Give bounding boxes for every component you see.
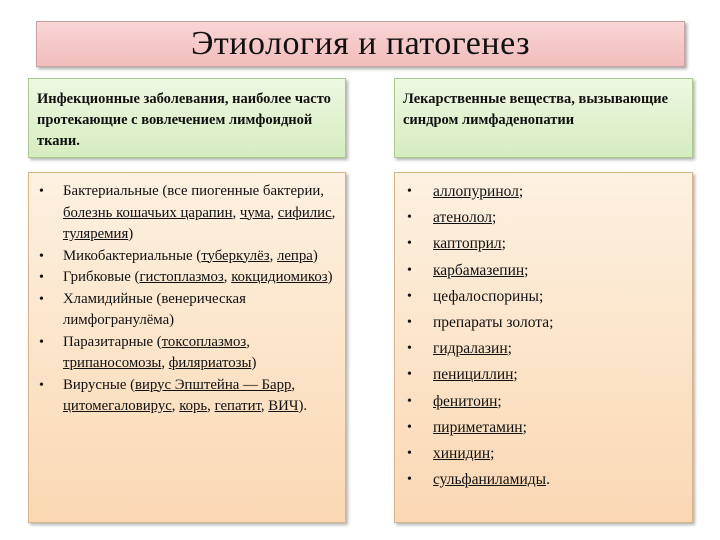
item-text: , xyxy=(171,398,180,414)
term-link[interactable]: атенолол xyxy=(433,209,492,227)
term-link[interactable]: трипаносомозы xyxy=(63,355,162,371)
drug-list-item xyxy=(405,467,686,493)
item-text: ) xyxy=(251,355,257,371)
item-text: , xyxy=(269,247,277,264)
term-link[interactable]: филяриатозы xyxy=(168,355,252,371)
drug-list-item xyxy=(405,362,686,388)
term-link[interactable]: туляремия xyxy=(63,226,129,242)
drug-list-item xyxy=(405,389,686,415)
infections-header xyxy=(28,78,346,158)
drug-list-item xyxy=(405,179,686,205)
bullet-icon: • xyxy=(407,288,412,304)
infection-list-item xyxy=(37,375,337,418)
item-text: , xyxy=(270,204,278,221)
item-text: , xyxy=(260,398,269,414)
drugs-header-text: Лекарственные вещества, вызывающие синдром лимфаденопатии xyxy=(403,91,669,128)
bullet-icon: • xyxy=(407,341,412,357)
infections-list-box xyxy=(28,172,346,523)
term-link[interactable]: лепра xyxy=(276,247,313,264)
drug-list-item xyxy=(405,415,686,441)
bullet-icon: • xyxy=(407,210,412,226)
bullet-icon: • xyxy=(39,248,44,264)
term-link[interactable]: ВИЧ xyxy=(268,398,299,414)
bullet-icon: • xyxy=(39,270,44,285)
item-text: ; xyxy=(501,235,506,253)
bullet-icon: • xyxy=(407,472,412,488)
term-link[interactable]: сульфаниламиды xyxy=(433,471,547,489)
item-text: ; xyxy=(522,418,527,436)
bullet-icon: • xyxy=(407,419,412,435)
infections-header-text: Инфекционные заболевания, наиболее часто протекающие с вовлечением лимфоидной ткани. xyxy=(37,91,331,149)
bullet-icon: • xyxy=(407,367,412,383)
drugs-list xyxy=(395,173,692,493)
item-text: Паразитарные ( xyxy=(63,333,162,350)
infection-list-item xyxy=(37,289,337,332)
bullet-icon: • xyxy=(407,236,412,252)
item-text: , xyxy=(223,269,232,285)
term-link[interactable]: сифилис xyxy=(277,204,332,221)
item-text: , xyxy=(207,398,215,414)
item-text: ; xyxy=(524,261,529,279)
item-text: ; xyxy=(497,392,502,410)
infection-list-item xyxy=(37,246,337,268)
term-link[interactable]: цитомегаловирус xyxy=(63,398,172,414)
bullet-icon: • xyxy=(39,184,44,199)
drug-list-item xyxy=(405,205,686,231)
term-link[interactable]: токсоплазмоз xyxy=(161,333,247,350)
term-link[interactable]: карбамазепин xyxy=(433,261,525,279)
term-link[interactable]: аллопуринол xyxy=(433,183,519,200)
term-link[interactable]: каптоприл xyxy=(433,235,502,253)
slide-title xyxy=(36,21,685,67)
item-text: препараты золота; xyxy=(433,314,554,332)
drugs-header xyxy=(394,78,693,158)
item-text: , xyxy=(161,355,169,371)
drug-list-item xyxy=(405,231,686,257)
item-text: ). xyxy=(298,398,308,414)
item-text: ) xyxy=(128,226,134,242)
bullet-icon: • xyxy=(407,184,412,199)
drug-list-item xyxy=(405,441,686,467)
infections-list xyxy=(29,173,345,418)
term-link[interactable]: гидралазин xyxy=(433,340,508,358)
term-link[interactable]: кокцидиомикоз xyxy=(231,269,328,285)
bullet-icon: • xyxy=(39,377,44,393)
bullet-icon: • xyxy=(407,446,412,462)
term-link[interactable]: болезнь кошачьих царапин xyxy=(63,204,233,221)
item-text: , xyxy=(232,204,240,221)
item-text: Грибковые ( xyxy=(63,269,140,285)
item-text: цефалоспорины; xyxy=(433,287,544,305)
bullet-icon: • xyxy=(407,315,412,331)
item-text: ) xyxy=(327,269,333,285)
item-text: , xyxy=(246,333,250,350)
infection-list-item xyxy=(37,181,337,246)
drugs-list-box xyxy=(394,172,693,523)
bullet-icon: • xyxy=(407,262,412,278)
item-text: ; xyxy=(490,445,495,463)
drug-list-item xyxy=(405,284,686,310)
item-text: Микобактериальные ( xyxy=(63,247,202,264)
bullet-icon: • xyxy=(39,334,44,350)
term-link[interactable]: вирус Эпштейна — Барр xyxy=(135,376,292,393)
item-text: ; xyxy=(518,183,524,200)
infection-list-item xyxy=(37,267,337,289)
drug-list-item xyxy=(405,336,686,362)
item-text: Хламидийные (венерическая лимфогранулёма) xyxy=(63,290,246,328)
item-text: Бактериальные (все пиогенные бактерии, xyxy=(63,183,324,199)
term-link[interactable]: гепатит xyxy=(214,398,261,414)
term-link[interactable]: пириметамин xyxy=(433,418,523,436)
term-link[interactable]: корь xyxy=(179,398,208,414)
slide-title-text: Этиология и патогенез xyxy=(190,25,531,62)
term-link[interactable]: пенициллин xyxy=(433,366,514,384)
item-text: ; xyxy=(492,209,497,227)
term-link[interactable]: туберкулёз xyxy=(201,247,270,264)
term-link[interactable]: хинидин xyxy=(433,445,491,463)
drug-list-item xyxy=(405,310,686,336)
item-text: , xyxy=(291,376,296,393)
item-text: Вирусные ( xyxy=(63,376,136,393)
item-text: ) xyxy=(312,247,318,264)
item-text: , xyxy=(331,204,336,221)
term-link[interactable]: фенитоин xyxy=(433,392,498,410)
bullet-icon: • xyxy=(39,291,44,307)
item-text: . xyxy=(546,471,550,489)
item-text: ; xyxy=(513,366,518,384)
item-text: ; xyxy=(507,340,512,358)
infection-list-item xyxy=(37,332,337,375)
bullet-icon: • xyxy=(407,393,412,409)
drug-list-item xyxy=(405,258,686,284)
term-link[interactable]: чума xyxy=(239,204,271,221)
term-link[interactable]: гистоплазмоз xyxy=(139,269,224,285)
